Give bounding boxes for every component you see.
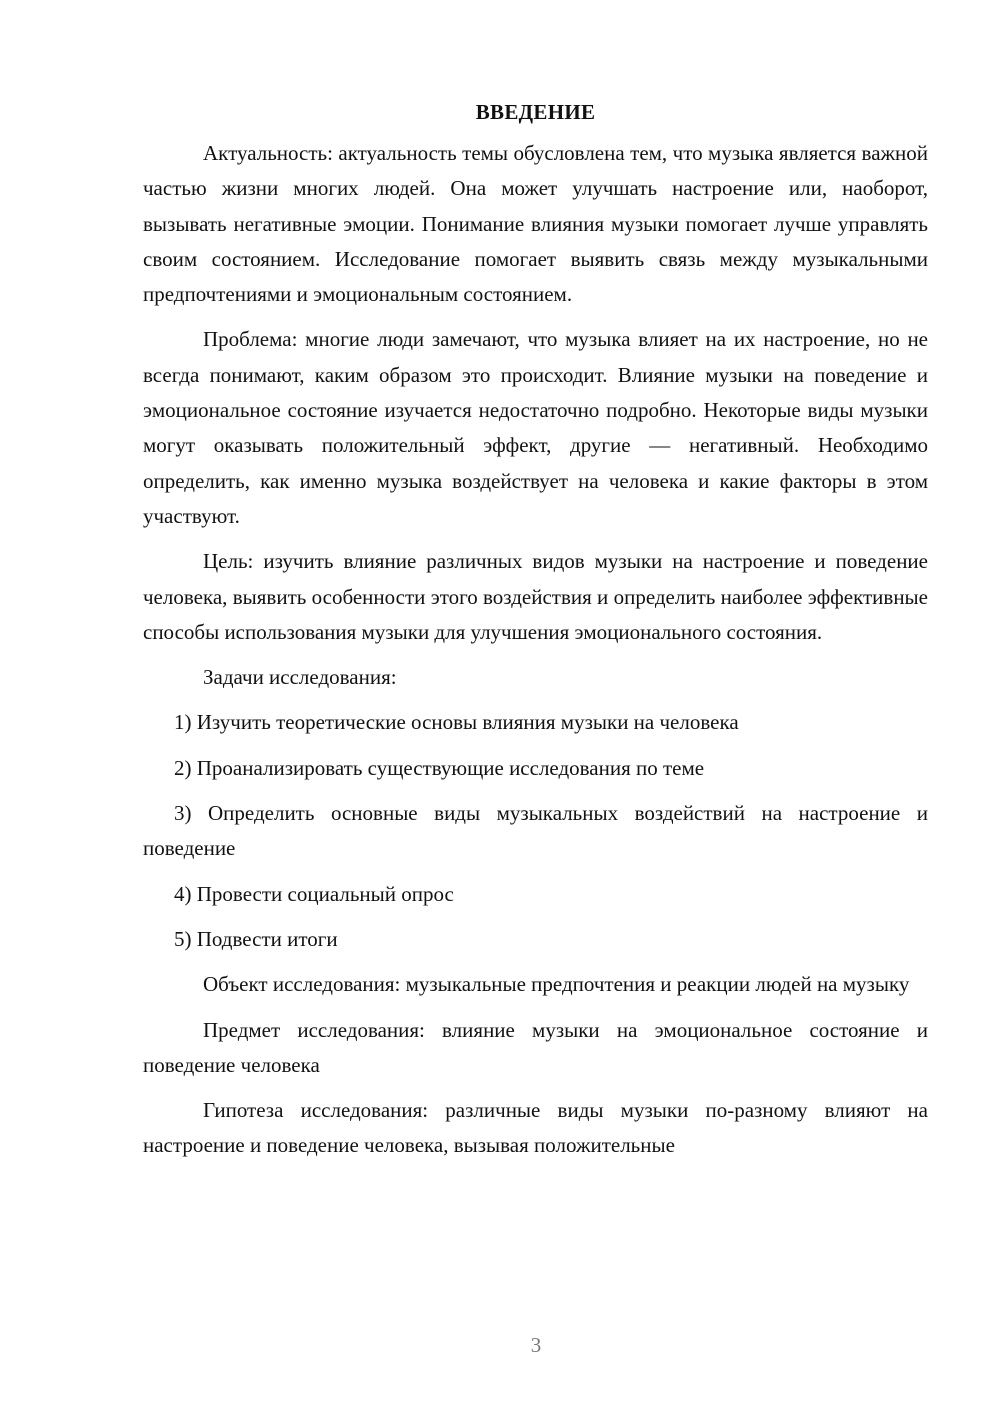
task-item-5: 5) Подвести итоги <box>174 926 338 951</box>
page-number: 3 <box>530 1333 542 1357</box>
task-item-1: 1) Изучить теоретические основы влияния музыки на человека <box>174 710 739 735</box>
task-item-4: 4) Провести социальный опрос <box>174 881 454 906</box>
task-item-3: 3) Определить основные виды музыкальных воздействий на настроение и поведение <box>143 801 928 861</box>
page-title: ВВЕДЕНИЕ <box>475 100 596 124</box>
paragraph-subject: Предмет исследования: влияние музыки на эмоциональное состояние и поведение человека <box>143 1017 928 1077</box>
task-item-2: 2) Проанализировать существующие исследования по теме <box>174 755 705 780</box>
paragraph-hypothesis: Гипотеза исследования: различные виды музыки по-разному влияют на настроение и поведение человека, вызывая положительные <box>143 1098 928 1158</box>
document-page <box>143 94 928 1174</box>
paragraph-object: Объект исследования: музыкальные предпочтения и реакции людей на музыку <box>203 972 910 997</box>
paragraph-relevance: Актуальность: актуальность темы обусловлена тем, что музыка является важной частью жизни многих людей. Она может улучшать настроение или, наоборот, вызывать негативные эмоции. Понимание влияния музыки помогает лучше управлять своим состоянием. Исследование помогает выявить связь между музыкальными предпочтениями и эмоциональным состоянием. <box>143 141 928 307</box>
paragraph-problem: Проблема: многие люди замечают, что музыка влияет на их настроение, но не всегда понимают, каким образом это происходит. Влияние музыки на поведение и эмоциональное состояние изучается недостаточно подробно. Некоторые виды музыки могут оказывать положительный эффект, другие — негативный. Необходимо определить, как именно музыка воздействует на человека и какие факторы в этом участвуют. <box>143 327 928 528</box>
tasks-heading: Задачи исследования: <box>203 665 397 690</box>
paragraph-goal: Цель: изучить влияние различных видов музыки на настроение и поведение человека, выявить особенности этого воздействия и определить наиболее эффективные способы использования музыки для улучшения эмоционального состояния. <box>143 549 928 644</box>
